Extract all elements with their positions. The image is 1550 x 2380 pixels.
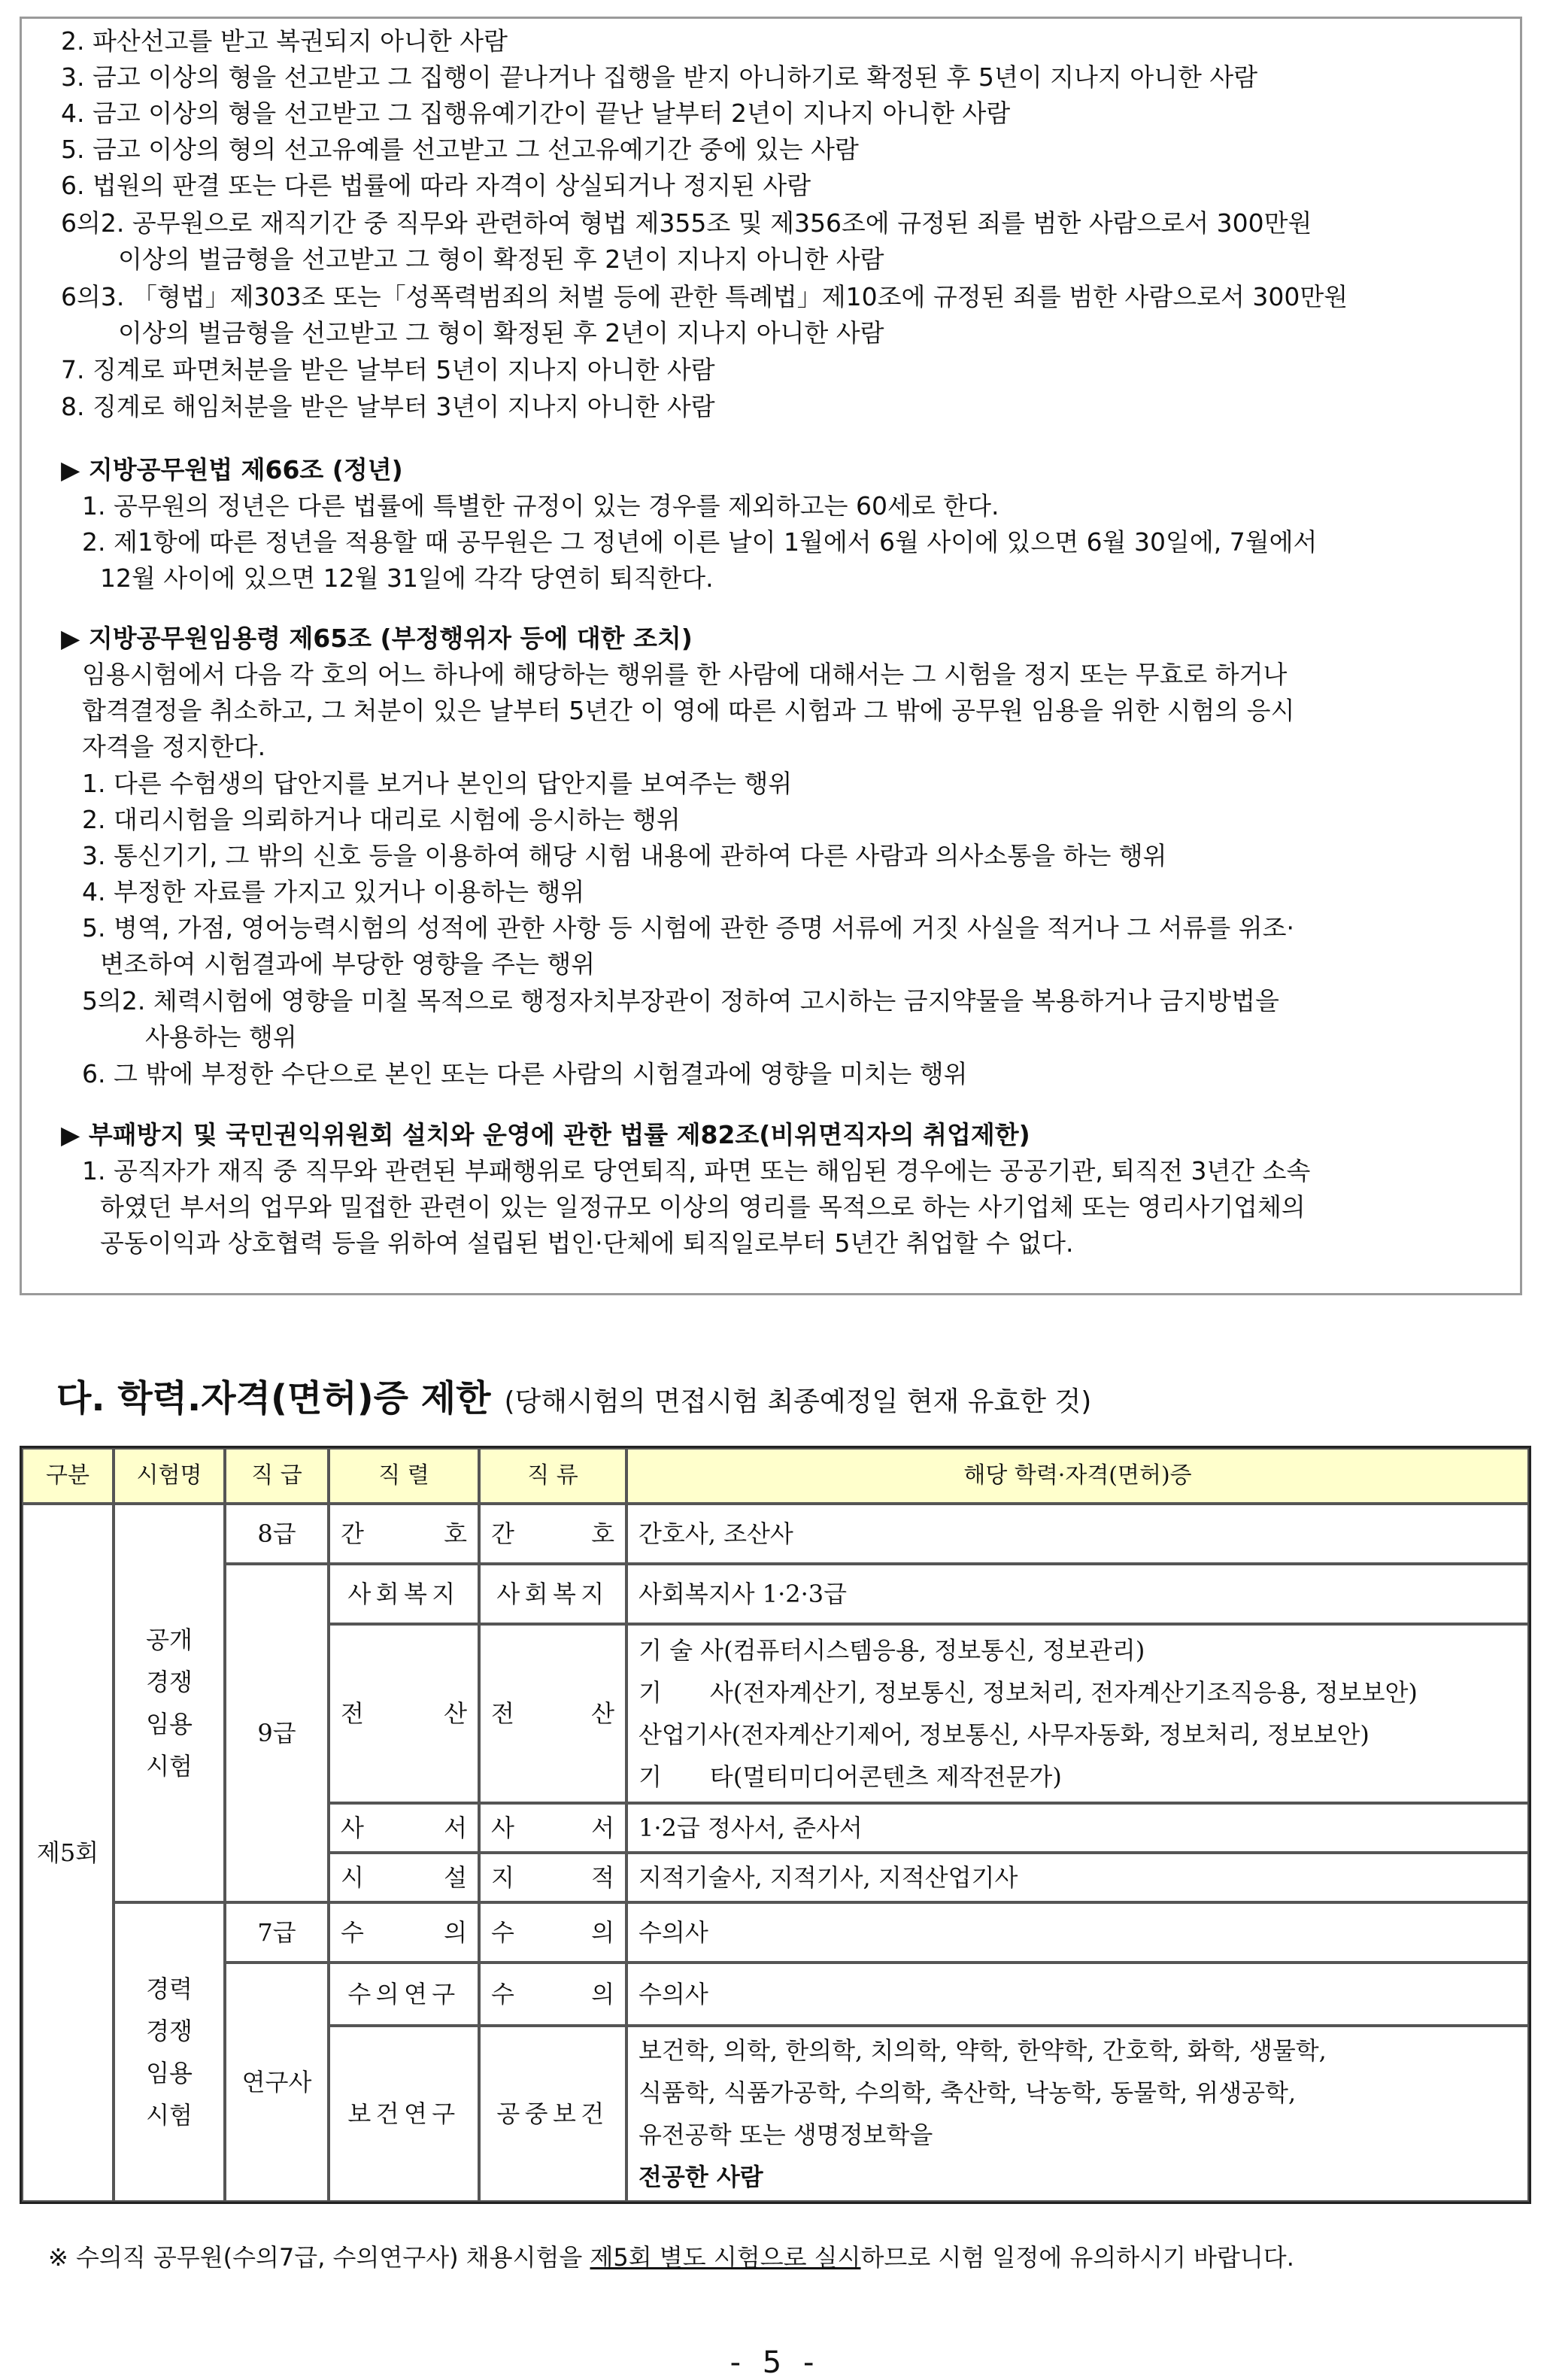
series-text: 간 xyxy=(341,1519,364,1548)
law-line: 사용하는 행위 xyxy=(145,1022,297,1052)
section-title: 다. 학력.자격(면허)증 제한 xyxy=(56,1377,491,1419)
series-cell: 보건연구 xyxy=(329,2026,479,2202)
law-line: 3. 금고 이상의 형을 선고받고 그 집행이 끝나거나 집행을 받지 아니하기로 확정된 후 5년이 지나지 아니한 사람 xyxy=(61,62,1258,92)
law-line: 이상의 벌금형을 선고받고 그 형이 확정된 후 2년이 지나지 아니한 사람 xyxy=(118,244,884,274)
qualification-cell: 1·2급 정사서, 준사서 xyxy=(626,1803,1529,1853)
series-text: 호 xyxy=(444,1519,467,1548)
law-line: 하였던 부서의 업무와 밀접한 관련이 있는 일정규모 이상의 영리를 목적으로 하는 사기업체 또는 영리사기업체의 xyxy=(100,1192,1306,1222)
class-cell xyxy=(479,1504,626,1564)
qualification-cell: 수의사 xyxy=(626,1902,1529,1963)
qualification-cell xyxy=(626,1624,1529,1803)
qualification-cell: 수의사 xyxy=(626,1963,1529,2026)
class-cell xyxy=(479,1902,626,1963)
qualification-cell: 간호사, 조산사 xyxy=(626,1504,1529,1564)
exam-name-text: 경력 xyxy=(146,1975,193,2003)
law-line: 5. 금고 이상의 형의 선고유예를 선고받고 그 선고유예기간 중에 있는 사람 xyxy=(61,135,859,164)
section-heading xyxy=(56,1369,1091,1421)
qualification-line: 기 술 사(컴퓨터시스템응용, 정보통신, 정보관리) xyxy=(639,1636,1145,1665)
class-text: 전 xyxy=(491,1699,514,1728)
qualification-cell xyxy=(626,2026,1529,2202)
series-text: 설 xyxy=(444,1863,467,1892)
table-header: 구분 xyxy=(22,1448,114,1504)
law-line: 자격을 정지한다. xyxy=(82,732,266,761)
series-cell xyxy=(329,1803,479,1853)
series-cell xyxy=(329,1504,479,1564)
qualification-line: 기 사(전자계산기, 정보통신, 정보처리, 전자계산기조직응용, 정보보안) xyxy=(639,1678,1418,1707)
footnote-underlined: 제5회 별도 시험으로 실시 xyxy=(590,2243,861,2272)
law-line: 8. 징계로 해임처분을 받은 날부터 3년이 지나지 아니한 사람 xyxy=(61,392,715,421)
article-65-heading: ▶ 지방공무원임용령 제65조 (부정행위자 등에 대한 조치) xyxy=(61,624,693,653)
exam-name-text: 임용 xyxy=(146,1710,193,1738)
class-cell xyxy=(479,1963,626,2026)
table-header: 직 류 xyxy=(479,1448,626,1504)
law-line: 6. 법원의 판결 또는 다른 법률에 따라 자격이 상실되거나 정지된 사람 xyxy=(61,171,811,200)
class-text: 의 xyxy=(591,1918,614,1947)
footnote xyxy=(48,2239,1294,2273)
qualification-line xyxy=(639,2114,933,2198)
qualification-text: 유전공학 또는 생명정보학을 xyxy=(639,2120,933,2149)
exam-name-text: 공개 xyxy=(146,1626,193,1654)
exam-name-open xyxy=(114,1504,225,1902)
grade-cell: 9급 xyxy=(225,1564,329,1902)
law-excerpt-box xyxy=(20,17,1522,1295)
exam-name-text: 임용 xyxy=(146,2059,193,2087)
table-header: 해당 학력·자격(면허)증 xyxy=(626,1448,1529,1504)
series-text: 서 xyxy=(444,1814,467,1842)
exam-name-text: 시험 xyxy=(146,1752,193,1780)
qualification-table xyxy=(20,1446,1531,2204)
round-cell: 제5회 xyxy=(22,1504,114,2202)
law-line: 2. 대리시험을 의뢰하거나 대리로 시험에 응시하는 행위 xyxy=(82,805,681,834)
class-cell: 공중보건 xyxy=(479,2026,626,2202)
series-text: 전 xyxy=(341,1699,364,1728)
series-cell xyxy=(329,1853,479,1902)
class-text: 수 xyxy=(491,1980,514,2008)
law-line: 7. 징계로 파면처분을 받은 날부터 5년이 지나지 아니한 사람 xyxy=(61,355,715,384)
section-subtitle: (당해시험의 면접시험 최종예정일 현재 유효한 것) xyxy=(504,1386,1092,1417)
qualification-cell: 사회복지사 1·2·3급 xyxy=(626,1564,1529,1624)
series-cell: 사회복지 xyxy=(329,1564,479,1624)
class-text: 수 xyxy=(491,1918,514,1947)
law-line: 공동이익과 상호협력 등을 위하여 설립된 법인·단체에 퇴직일로부터 5년간 취업할 수 없다. xyxy=(100,1228,1074,1258)
footnote-text: 하므로 시험 일정에 유의하시기 바랍니다. xyxy=(860,2243,1294,2272)
exam-name-text: 시험 xyxy=(146,2101,193,2130)
class-text: 의 xyxy=(591,1980,614,2008)
qualification-cell: 지적기술사, 지적기사, 지적산업기사 xyxy=(626,1853,1529,1902)
law-line: 6의3. 「형법」제303조 또는「성폭력범죄의 처벌 등에 관한 특례법」제10조에 규정된 죄를 범한 사람으로서 300만원 xyxy=(61,282,1348,311)
class-text: 적 xyxy=(591,1863,614,1892)
grade-cell: 8급 xyxy=(225,1504,329,1564)
law-line: 12월 사이에 있으면 12월 31일에 각각 당연히 퇴직한다. xyxy=(100,563,714,593)
series-cell: 수의연구 xyxy=(329,1963,479,2026)
class-text: 사 xyxy=(491,1814,514,1842)
law-line: 5의2. 체력시험에 영향을 미칠 목적으로 행정자치부장관이 정하여 고시하는 금지약물을 복용하거나 금지방법을 xyxy=(82,986,1279,1015)
law-line: 1. 공무원의 정년은 다른 법률에 특별한 규정이 있는 경우를 제외하고는 60세로 한다. xyxy=(82,491,999,521)
article-82-heading: ▶ 부패방지 및 국민권익위원회 설치와 운영에 관한 법률 제82조(비위면직자의 취업제한) xyxy=(61,1120,1030,1149)
grade-cell: 연구사 xyxy=(225,1963,329,2202)
table-header: 시험명 xyxy=(114,1448,225,1504)
law-line: 이상의 벌금형을 선고받고 그 형이 확정된 후 2년이 지나지 아니한 사람 xyxy=(118,318,884,348)
law-line: 4. 부정한 자료를 가지고 있거나 이용하는 행위 xyxy=(82,877,585,906)
exam-name-text: 경쟁 xyxy=(146,2017,193,2045)
series-text: 수 xyxy=(341,1918,364,1947)
article-66-heading: ▶ 지방공무원법 제66조 (정년) xyxy=(61,455,403,484)
law-line: 6. 그 밖에 부정한 수단으로 본인 또는 다른 사람의 시험결과에 영향을 미치는 행위 xyxy=(82,1059,968,1088)
series-text: 사 xyxy=(341,1814,364,1842)
table-header: 직 급 xyxy=(225,1448,329,1504)
series-text: 의 xyxy=(444,1918,467,1947)
table-header: 직 렬 xyxy=(329,1448,479,1504)
qualification-line: 식품학, 식품가공학, 수의학, 축산학, 낙농학, 동물학, 위생공학, xyxy=(639,2078,1297,2107)
footnote-text: ※ 수의직 공무원(수의7급, 수의연구사) 채용시험을 xyxy=(48,2243,583,2272)
series-cell xyxy=(329,1624,479,1803)
law-line: 합격결정을 취소하고, 그 처분이 있은 날부터 5년간 이 영에 따른 시험과 그 밖에 공무원 임용을 위한 시험의 응시 xyxy=(82,696,1295,725)
law-line: 3. 통신기기, 그 밖의 신호 등을 이용하여 해당 시험 내용에 관하여 다른 사람과 의사소통을 하는 행위 xyxy=(82,841,1167,870)
class-cell xyxy=(479,1624,626,1803)
class-text: 호 xyxy=(591,1519,614,1548)
qualification-line: 기 타(멀티미디어콘텐츠 제작전문가) xyxy=(639,1762,1062,1791)
law-line: 임용시험에서 다음 각 호의 어느 하나에 해당하는 행위를 한 사람에 대해서는 그 시험을 정지 또는 무효로 하거나 xyxy=(82,660,1288,689)
qualification-line: 보건학, 의학, 한의학, 치의학, 약학, 한약학, 간호학, 화학, 생물학, xyxy=(639,2036,1327,2065)
class-text: 서 xyxy=(591,1814,614,1842)
class-cell xyxy=(479,1803,626,1853)
grade-cell: 7급 xyxy=(225,1902,329,1963)
law-line: 2. 제1항에 따른 정년을 적용할 때 공무원은 그 정년에 이른 날이 1월에서 6월 사이에 있으면 6월 30일에, 7월에서 xyxy=(82,527,1318,557)
law-line: 6의2. 공무원으로 재직기간 중 직무와 관련하여 형법 제355조 및 제356조에 규정된 죄를 범한 사람으로서 300만원 xyxy=(61,208,1312,238)
class-text: 지 xyxy=(491,1863,514,1892)
exam-name-text: 경쟁 xyxy=(146,1668,193,1696)
exam-name-career xyxy=(114,1902,225,2202)
page-number: - 5 - xyxy=(730,2345,820,2380)
law-line: 4. 금고 이상의 형을 선고받고 그 집행유예기간이 끝난 날부터 2년이 지나지 아니한 사람 xyxy=(61,99,1011,128)
class-cell xyxy=(479,1853,626,1902)
class-text: 산 xyxy=(591,1699,614,1728)
qualification-emphasis: 전공한 사람 xyxy=(639,2163,763,2191)
qualification-line: 산업기사(전자계산기제어, 정보통신, 사무자동화, 정보처리, 정보보안) xyxy=(639,1720,1370,1749)
series-text: 시 xyxy=(341,1863,364,1892)
law-line: 1. 다른 수험생의 답안지를 보거나 본인의 답안지를 보여주는 행위 xyxy=(82,769,793,798)
class-cell: 사회복지 xyxy=(479,1564,626,1624)
series-cell xyxy=(329,1902,479,1963)
law-line: 5. 병역, 가점, 영어능력시험의 성적에 관한 사항 등 시험에 관한 증명 서류에 거짓 사실을 적거나 그 서류를 위조· xyxy=(82,913,1295,943)
class-text: 간 xyxy=(491,1519,514,1548)
law-line: 변조하여 시험결과에 부당한 영향을 주는 행위 xyxy=(100,949,596,979)
law-line: 2. 파산선고를 받고 복권되지 아니한 사람 xyxy=(61,26,508,56)
law-line: 1. 공직자가 재직 중 직무와 관련된 부패행위로 당연퇴직, 파면 또는 해임된 경우에는 공공기관, 퇴직전 3년간 소속 xyxy=(82,1156,1311,1185)
series-text: 산 xyxy=(444,1699,467,1728)
